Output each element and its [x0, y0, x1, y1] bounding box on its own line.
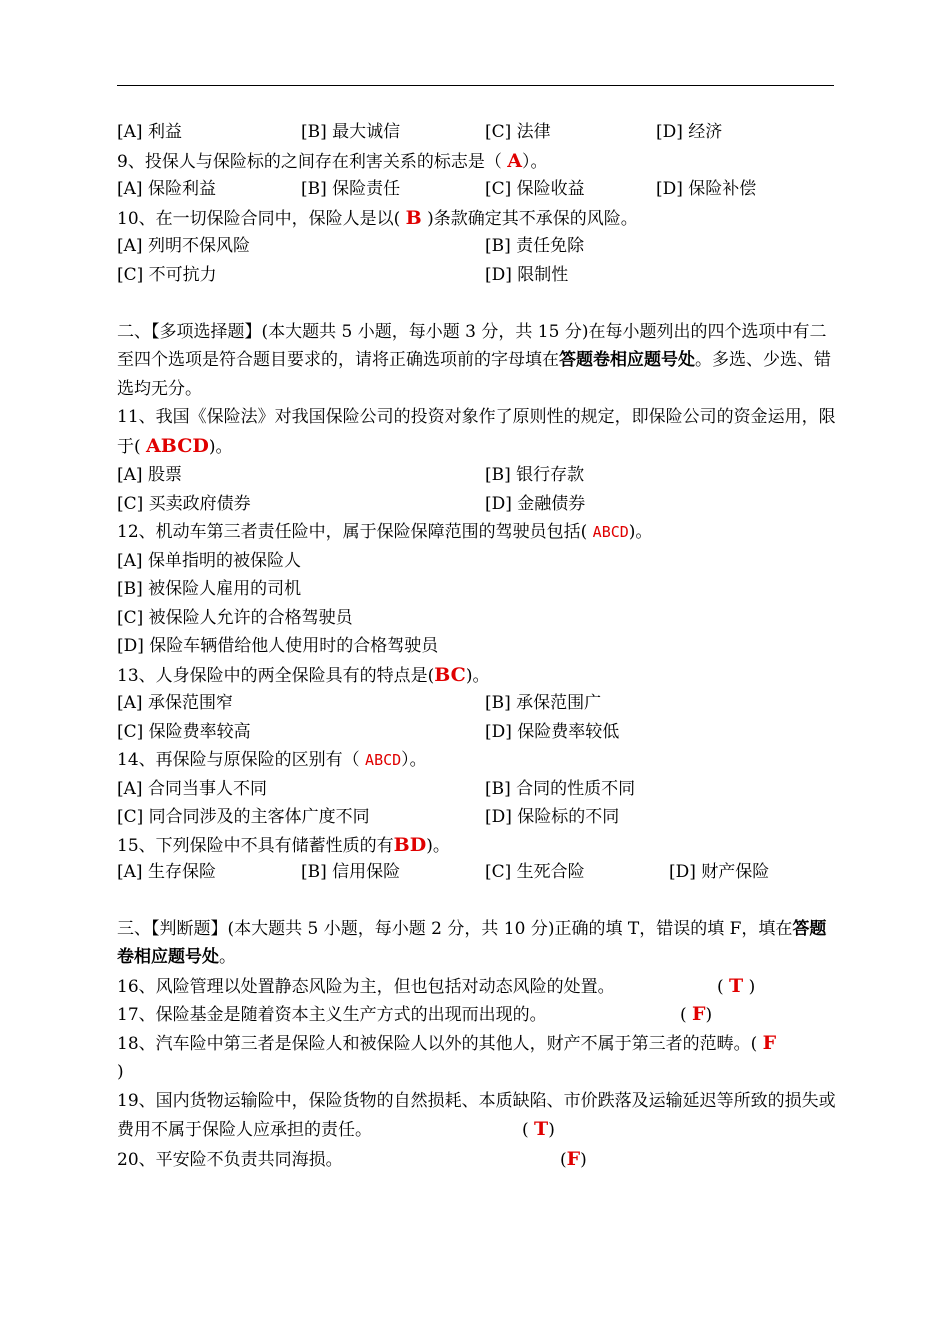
q11-option-d: [D] 金融债券	[485, 493, 586, 514]
q12-question	[117, 518, 837, 547]
q11-text-end: )。	[208, 436, 233, 457]
q13-question	[117, 661, 837, 690]
q9-option-b: [B] 保险责任	[301, 179, 401, 199]
q11-options-row1	[117, 461, 837, 490]
q9-option-d: [D] 保险补偿	[656, 179, 757, 199]
q13-answer: BC	[434, 663, 466, 686]
q12-answer: ABCD	[592, 523, 629, 541]
section3-heading	[117, 915, 837, 972]
q19-paren-close: )	[548, 1120, 555, 1140]
q14-options-row1	[117, 775, 837, 804]
q15-question	[117, 832, 837, 858]
q11-option-c: [C] 买卖政府债券	[117, 493, 251, 514]
q9-answer: A	[507, 149, 522, 172]
q18-paren-close: )	[117, 1062, 124, 1082]
q12-option-b: [B] 被保险人雇用的司机	[117, 579, 302, 599]
q20-paren-open: (	[560, 1149, 567, 1170]
q17-paren-close: )	[705, 1005, 713, 1025]
q14-text-end: ）。	[401, 750, 427, 770]
q18-question	[117, 1029, 837, 1087]
section2-suffix: 。多选、少选、错选均无分。	[117, 350, 831, 399]
section2-title: 二、【多项选择题】	[117, 321, 262, 342]
q16-answer: T	[729, 974, 744, 997]
q9-option-c: [C] 保险收益	[485, 179, 585, 199]
q11-option-b: [B] 银行存款	[485, 465, 585, 485]
q20-answer: F	[566, 1147, 581, 1170]
q19-text: 19、国内货物运输险中，保险货物的自然损耗、本质缺陷、市价跌落及运输延迟等所致的损失或费用不属于保险人应承担的责任。	[117, 1090, 836, 1140]
q9-option-a: [A] 保险利益	[117, 179, 216, 199]
section3-desc: (本大题共 5 小题，每小题 2 分，共 10 分)正确的填 T，错误的填 F，填在	[227, 918, 793, 939]
q13-option-d: [D] 保险费率较低	[485, 721, 620, 742]
q13-option-c: [C] 保险费率较高	[117, 721, 251, 742]
section3-bold: 答题卷相应题号处	[117, 918, 827, 967]
q17-paren-open: (	[680, 1005, 693, 1025]
q10-question	[117, 204, 837, 233]
q19-question	[117, 1087, 837, 1145]
q13-option-a: [A] 承保范围窄	[117, 693, 233, 713]
q10-option-c: [C] 不可抗力	[117, 264, 217, 285]
q10-options-row1	[117, 232, 837, 261]
q14-option-d: [D] 保险标的不同	[485, 807, 620, 827]
q20-text: 20、平安险不负责共同海损。	[117, 1149, 343, 1170]
q12-option-d: [D] 保险车辆借给他人使用时的合格驾驶员	[117, 636, 439, 656]
q16-question	[117, 972, 837, 1001]
section2-bold: 答题卷相应题号处	[559, 350, 695, 370]
q8-option-d: [D] 经济	[656, 122, 723, 142]
q9-text: 9、投保人与保险标的之间存在利害关系的标志是（	[117, 151, 508, 172]
q19-paren-open: (	[522, 1120, 535, 1140]
q15-text: 15、下列保险中不具有储蓄性质的有	[117, 835, 394, 856]
q13-text-end: )。	[465, 665, 490, 686]
q14-options-row2	[117, 803, 837, 832]
q10-option-b: [B] 责任免除	[485, 236, 585, 256]
q9-question	[117, 147, 837, 176]
q9-text-end: ）。	[521, 151, 548, 172]
q11-question	[117, 403, 837, 461]
q18-answer: F	[762, 1031, 777, 1054]
q15-options	[117, 858, 837, 887]
q10-options-row2	[117, 261, 837, 290]
section2-desc: (本大题共 5 小题，每小题 3 分，共 15 分)在每小题列出的四个选项中有二至四个选项是符合题目要求的，请将正确选项前的字母填在	[117, 321, 827, 370]
q14-option-b: [B] 合同的性质不同	[485, 778, 636, 799]
q17-text: 17、保险基金是随着资本主义生产方式的出现而出现的。	[117, 1005, 547, 1025]
q15-option-a: [A] 生存保险	[117, 861, 216, 882]
q15-text-end: )。	[426, 835, 450, 856]
q11-options-row2	[117, 490, 837, 519]
q17-answer: F	[692, 1003, 706, 1025]
q20-paren-close: )	[580, 1149, 587, 1170]
q12-option-a: [A] 保单指明的被保险人	[117, 550, 301, 571]
q16-paren-open: (	[717, 976, 730, 997]
q12-text: 12、机动车第三者责任险中，属于保险保障范围的驾驶员包括(	[117, 522, 593, 542]
q18-text: 18、汽车险中第三者是保险人和被保险人以外的其他人，财产不属于第三者的范畴。(	[117, 1033, 763, 1054]
q10-option-a: [A] 列明不保风险	[117, 236, 250, 256]
q10-option-d: [D] 限制性	[485, 264, 569, 285]
q10-answer: B	[405, 206, 422, 229]
q8-option-c: [C] 法律	[485, 122, 551, 142]
q15-answer: BD	[393, 833, 427, 856]
q8-option-a: [A] 利益	[117, 122, 182, 142]
q11-option-a: [A] 股票	[117, 465, 182, 485]
q13-options-row1	[117, 689, 837, 718]
q16-text: 16、风险管理以处置静态风险为主，但也包括对动态风险的处置。	[117, 976, 615, 997]
q15-option-d: [D] 财产保险	[669, 861, 770, 882]
q14-answer: ABCD	[365, 751, 402, 769]
header-rule	[117, 85, 834, 86]
section2-heading	[117, 318, 837, 404]
section3-title: 三、【判断题】	[117, 918, 228, 939]
q8-option-b: [B] 最大诚信	[301, 122, 401, 142]
spacer	[117, 886, 837, 915]
q14-text: 14、再保险与原保险的区别有（	[117, 750, 366, 770]
q13-options-row2	[117, 718, 837, 747]
q8-options	[117, 118, 837, 147]
q11-answer: ABCD	[146, 434, 209, 457]
q12-option-c: [C] 被保险人允许的合格驾驶员	[117, 607, 353, 628]
q9-options	[117, 175, 837, 204]
q19-answer: T	[534, 1118, 549, 1140]
q14-option-c: [C] 同合同涉及的主客体广度不同	[117, 807, 370, 827]
q16-paren-close: )	[743, 976, 756, 997]
q15-option-c: [C] 生死合险	[485, 861, 585, 882]
spacer	[117, 289, 837, 318]
q12-text-end: )。	[628, 522, 653, 542]
q10-text: 10、在一切保险合同中，保险人是以(	[117, 208, 406, 229]
q10-text-end: )条款确定其不承保的风险。	[421, 208, 638, 229]
section3-suffix: 。	[219, 947, 236, 967]
q11-text: 11、我国《保险法》对我国保险公司的投资对象作了原则性的规定，即保险公司的资金运用，限于(	[117, 407, 836, 457]
q14-question	[117, 746, 837, 775]
q13-option-b: [B] 承保范围广	[485, 693, 602, 713]
exam-page	[117, 118, 837, 1173]
q14-option-a: [A] 合同当事人不同	[117, 778, 267, 799]
q20-question	[117, 1145, 837, 1174]
q13-text: 13、人身保险中的两全保险具有的特点是(	[117, 665, 435, 686]
q17-question	[117, 1000, 837, 1029]
q15-option-b: [B] 信用保险	[301, 861, 401, 882]
